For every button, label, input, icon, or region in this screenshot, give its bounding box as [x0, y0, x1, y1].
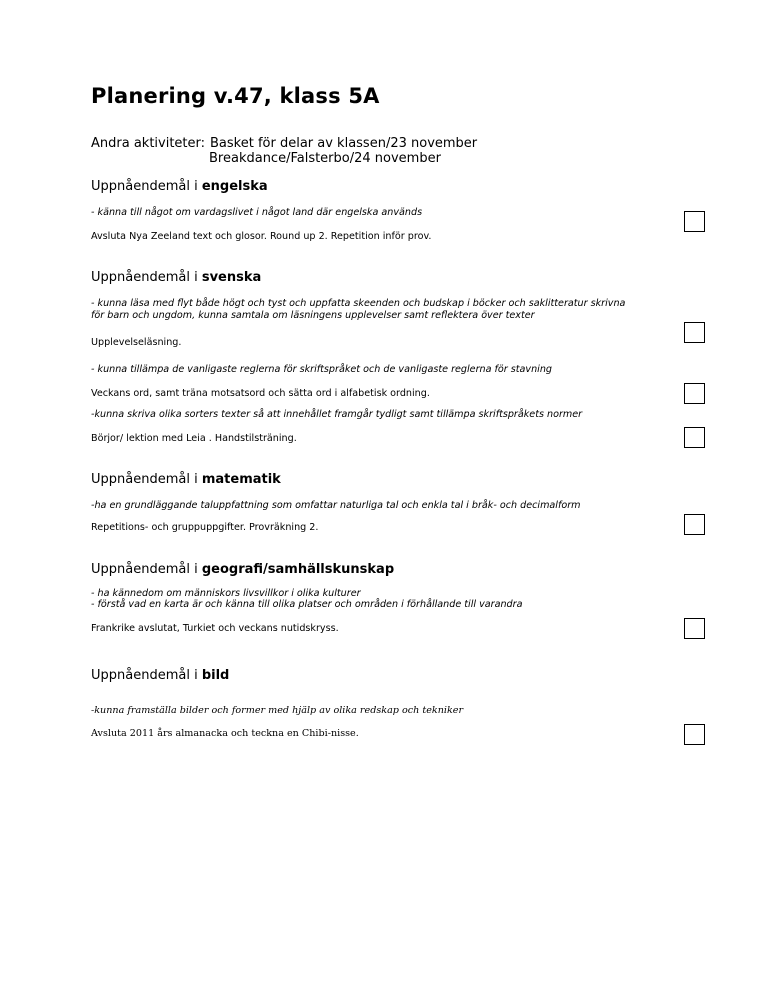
goal-geografi-2: - förstå vad en karta är och känna till olika platser och områden i förhållande till varandra	[91, 599, 523, 610]
heading-prefix: Uppnåendemål i	[91, 270, 198, 285]
section-heading-engelska	[91, 179, 268, 194]
goal-svenska-1-line-1: - kunna läsa med flyt både högt och tyst och uppfatta skeenden och budskap i böcker och saklitteratur skrivna	[91, 298, 626, 309]
task-svenska-1: Upplevelseläsning.	[91, 337, 182, 348]
checkbox-svenska-3[interactable]	[684, 427, 705, 448]
checkbox-matematik[interactable]	[684, 514, 705, 535]
section-heading-svenska	[91, 270, 261, 285]
heading-subject: geografi/samhällskunskap	[201, 562, 395, 577]
heading-prefix: Uppnåendemål i	[91, 562, 198, 577]
activity-line-1: Basket för delar av klassen/23 november	[210, 136, 478, 151]
goal-geografi-1: - ha kännedom om människors livsvillkor i olika kulturer	[91, 588, 361, 599]
checkbox-engelska[interactable]	[684, 211, 705, 232]
page-title: Planering v.47, klass 5A	[91, 84, 380, 108]
goal-svenska-2: - kunna tillämpa de vanligaste reglerna för skriftspråket och de vanligaste reglerna för stavning	[91, 364, 553, 375]
task-svenska-3: Börjor/ lektion med Leia . Handstilsträning.	[91, 433, 297, 444]
goal-svenska-3: -kunna skriva olika sorters texter så att innehållet framgår tydligt samt tillämpa skriftspråkets normer	[91, 409, 583, 420]
section-heading-matematik	[91, 472, 281, 487]
checkbox-svenska-1[interactable]	[684, 322, 705, 343]
section-heading-geografi	[91, 562, 394, 577]
task-bild: Avsluta 2011 års almanacka och teckna en Chibi-nisse.	[91, 728, 359, 739]
checkbox-geografi[interactable]	[684, 618, 705, 639]
task-svenska-2: Veckans ord, samt träna motsatsord och sätta ord i alfabetisk ordning.	[91, 388, 430, 399]
goal-svenska-1-line-2: för barn och ungdom, kunna samtala om läsningens upplevelser samt reflektera över texter	[91, 310, 535, 321]
checkbox-svenska-2[interactable]	[684, 383, 705, 404]
activity-line-2: Breakdance/Falsterbo/24 november	[209, 151, 441, 166]
task-matematik: Repetitions- och gruppuppgifter. Provräkning 2.	[91, 522, 319, 533]
goal-bild: -kunna framställa bilder och former med hjälp av olika redskap och tekniker	[91, 705, 464, 716]
heading-subject: svenska	[201, 270, 262, 285]
heading-prefix: Uppnåendemål i	[91, 668, 198, 683]
goal-matematik: -ha en grundläggande taluppfattning som omfattar naturliga tal och enkla tal i bråk- och decimalform	[91, 500, 581, 511]
goal-engelska: - känna till något om vardagslivet i något land där engelska används	[91, 207, 423, 218]
heading-subject: matematik	[201, 472, 281, 487]
heading-prefix: Uppnåendemål i	[91, 472, 198, 487]
task-engelska: Avsluta Nya Zeeland text och glosor. Round up 2. Repetition inför prov.	[91, 231, 432, 242]
task-geografi: Frankrike avslutat, Turkiet och veckans nutidskryss.	[91, 623, 339, 634]
heading-prefix: Uppnåendemål i	[91, 179, 198, 194]
activities-label: Andra aktiviteter:	[91, 136, 206, 151]
checkbox-bild[interactable]	[684, 724, 705, 745]
heading-subject: bild	[201, 668, 230, 683]
section-heading-bild	[91, 668, 229, 683]
heading-subject: engelska	[201, 179, 268, 194]
